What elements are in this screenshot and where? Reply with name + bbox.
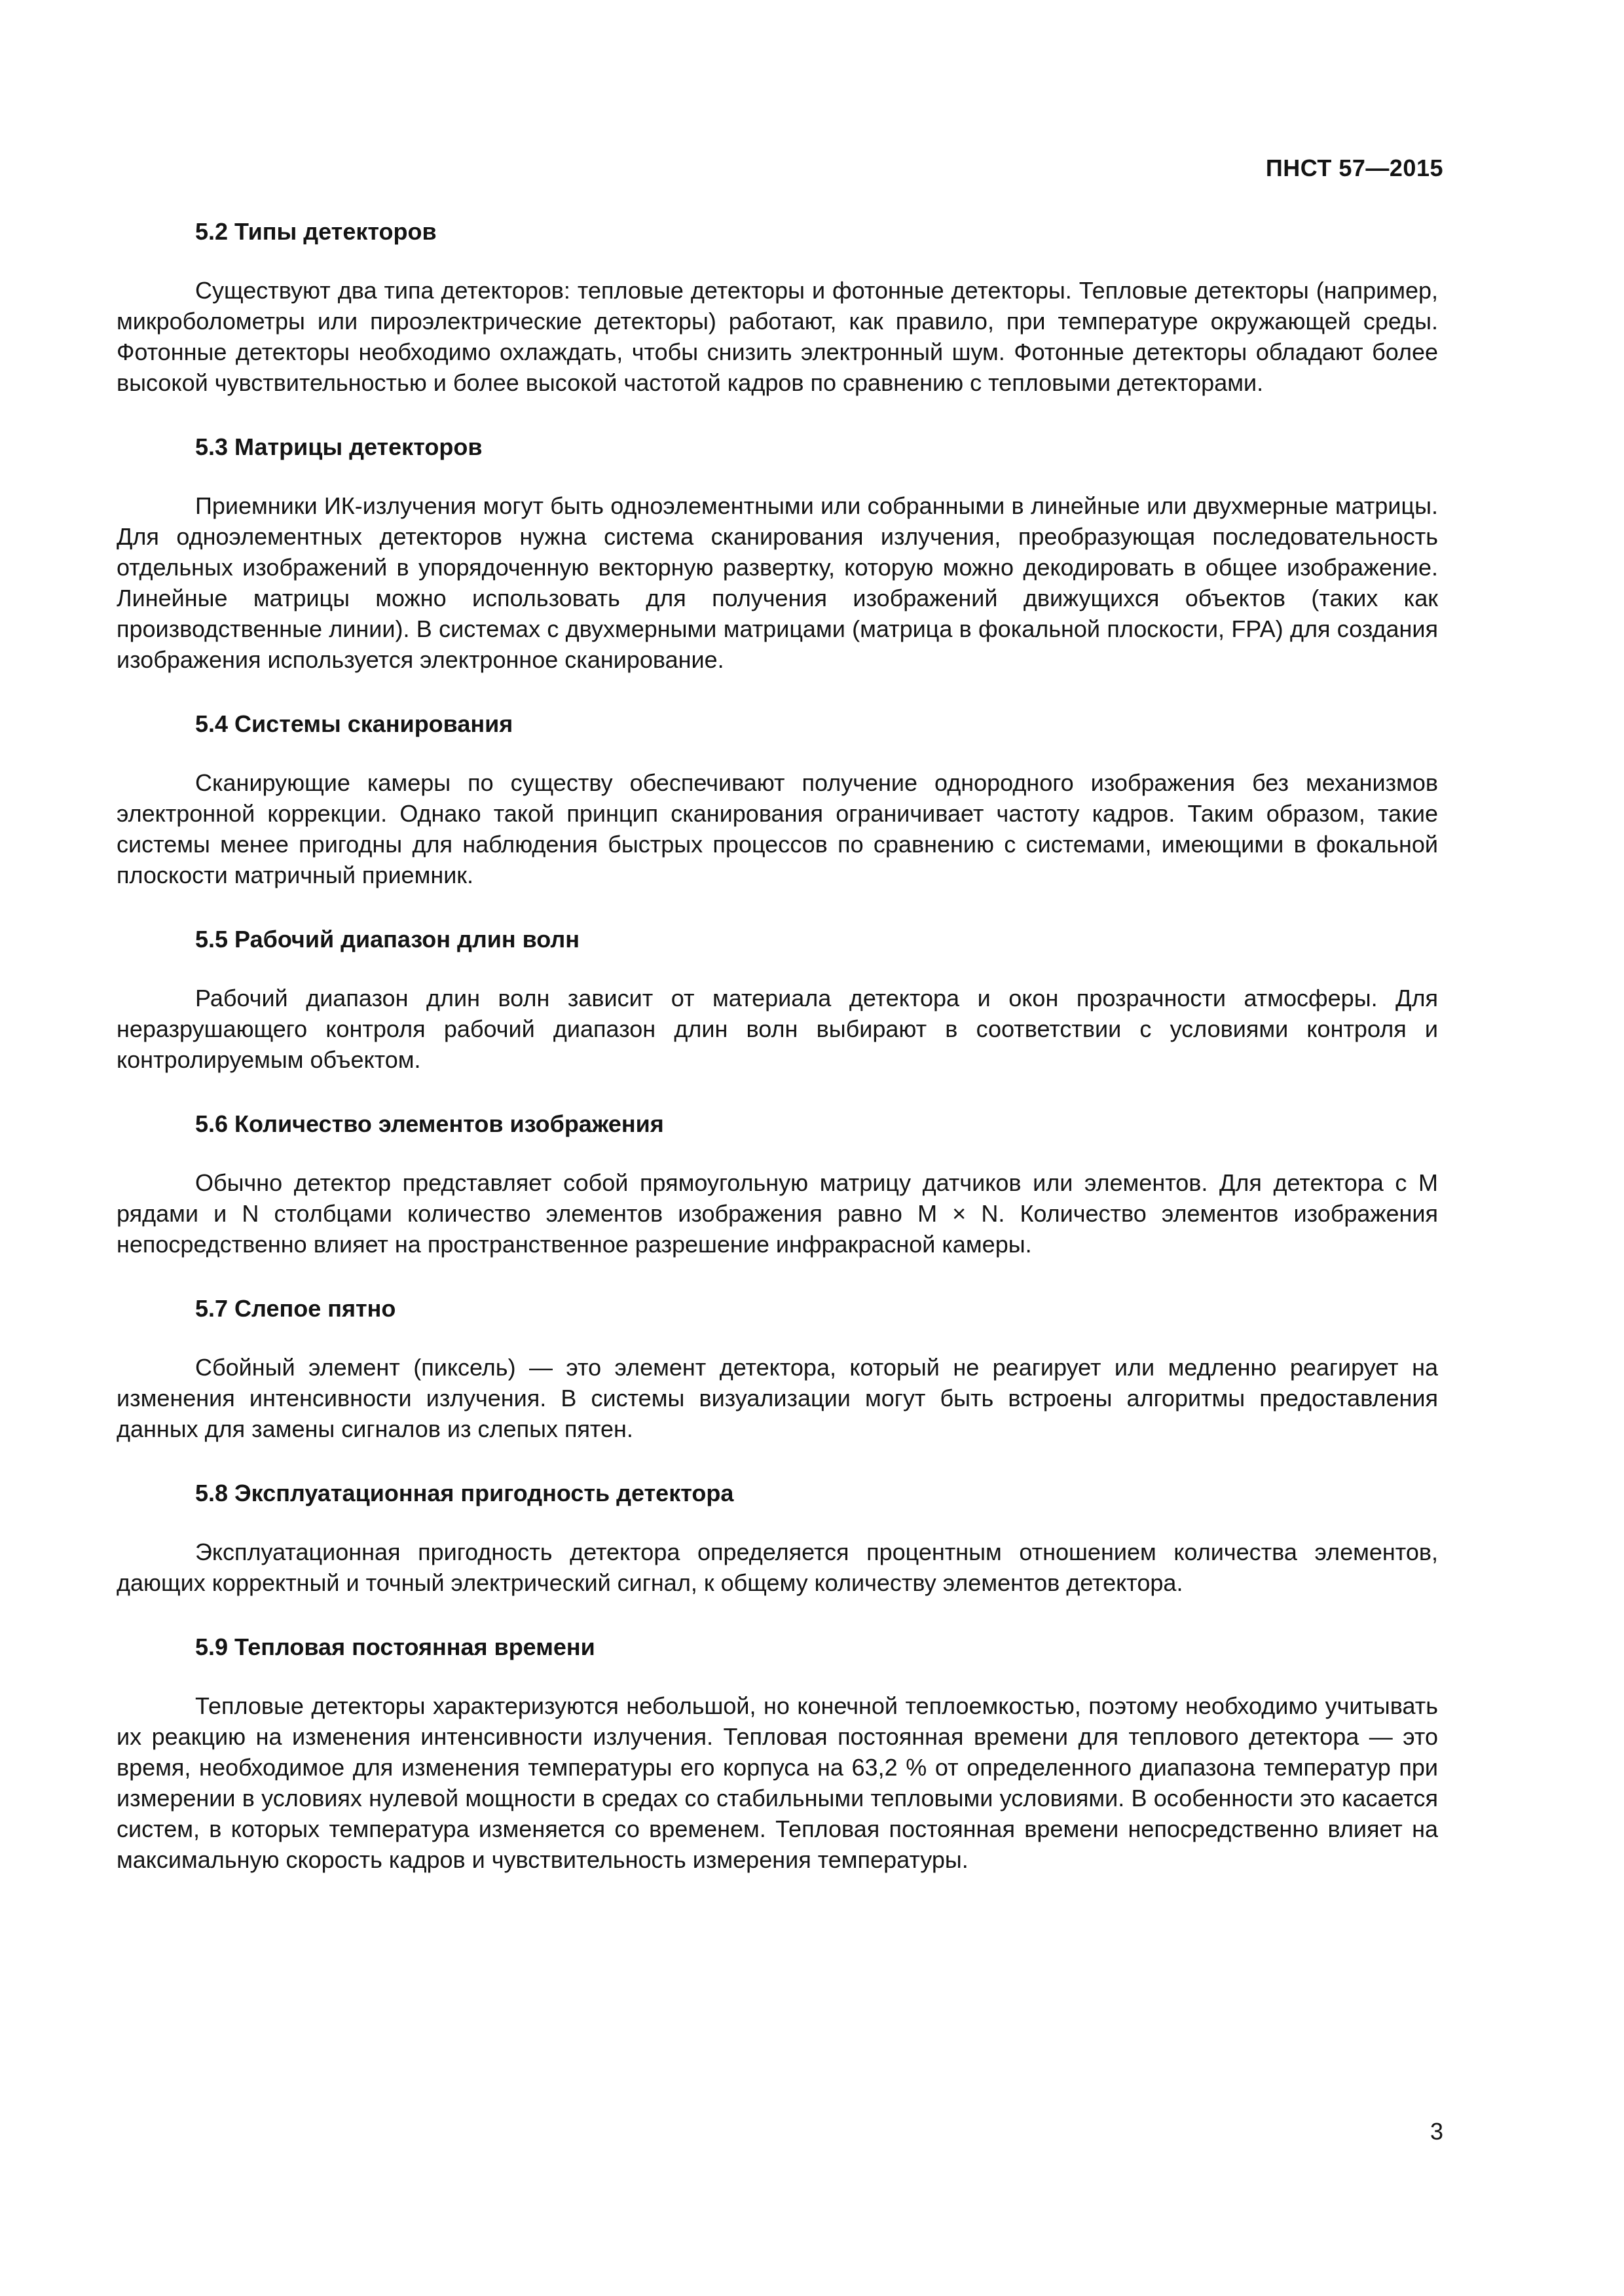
section-text-5-7: Сбойный элемент (пиксель) — это элемент детектора, который не реагирует или медленно реагирует на изменения интенсивности излучения. В системы визуализации могут быть встроены алгоритмы предоставления данных для замены сигналов из слепых пятен. xyxy=(117,1354,1438,1442)
section-text-5-8: Эксплуатационная пригодность детектора определяется процентным отношением количества элементов, дающих корректный и точный электрический сигнал, к общему количеству элементов детектора. xyxy=(117,1539,1438,1596)
section-heading-5-2: 5.2 Типы детекторов xyxy=(195,218,437,245)
section-text-5-6: Обычно детектор представляет собой прямоугольную матрицу датчиков или элементов. Для детектора с M рядами и N столбцами количество элементов изображения равно M × N. Количество элементов изображения непосредственно влияет на пространственное разрешение инфракрасной камеры. xyxy=(117,1169,1438,1258)
section-text-5-4: Сканирующие камеры по существу обеспечивают получение однородного изображения без механизмов электронной коррекции. Однако такой принцип сканирования ограничивает частоту кадров. Таким образом, такие системы менее пригодны для наблюдения быстрых процессов по сравнению с системами, имеющими в фокальной плоскости матричный приемник. xyxy=(117,769,1438,888)
section-heading-5-9: 5.9 Тепловая постоянная времени xyxy=(195,1633,595,1660)
section-heading-5-4: 5.4 Системы сканирования xyxy=(195,710,513,737)
page-number: 3 xyxy=(1430,2118,1443,2145)
document-code: ПНСТ 57—2015 xyxy=(1265,155,1443,181)
section-heading-5-3: 5.3 Матрицы детекторов xyxy=(195,433,483,460)
section-heading-5-7: 5.7 Слепое пятно xyxy=(195,1295,396,1322)
section-heading-5-6: 5.6 Количество элементов изображения xyxy=(195,1110,664,1137)
section-text-5-9: Тепловые детекторы характеризуются небольшой, но конечной теплоемкостью, поэтому необходимо учитывать их реакцию на изменения интенсивности излучения. Тепловая постоянная времени для теплового детектора — это время, необходимое для изменения температуры его корпуса на 63,2 % от определенного диапазона температур при измерении в условиях нулевой мощности в средах со стабильными тепловыми условиями. В особенности это касается систем, в которых температура изменяется со временем. Тепловая постоянная времени непосредственно влияет на максимальную скорость кадров и чувствительность измерения температуры. xyxy=(117,1692,1438,1873)
section-text-5-3: Приемники ИК-излучения могут быть одноэлементными или собранными в линейные или двухмерные матрицы. Для одноэлементных детекторов нужна система сканирования излучения, преобразующая последовательность отдельных изображений в упорядоченную векторную развертку, которую можно декодировать в общее изображение. Линейные матрицы можно использовать для получения изображений движущихся объектов (таких как производственные линии). В системах с двухмерными матрицами (матрица в фокальной плоскости, FPA) для создания изображения используется электронное сканирование. xyxy=(117,492,1438,673)
section-text-5-5: Рабочий диапазон длин волн зависит от материала детектора и окон прозрачности атмосферы. Для неразрушающего контроля рабочий диапазон длин волн выбирают в соответствии с условиями контроля и контролируемым объектом. xyxy=(117,985,1438,1073)
section-heading-5-5: 5.5 Рабочий диапазон длин волн xyxy=(195,926,580,953)
section-text-5-2: Существуют два типа детекторов: тепловые детекторы и фотонные детекторы. Тепловые детекторы (например, микроболометры или пироэлектрические детекторы) работают, как правило, при температуре окружающей среды. Фотонные детекторы необходимо охлаждать, чтобы снизить электронный шум. Фотонные детекторы обладают более высокой чувствительностью и более высокой частотой кадров по сравнению с тепловыми детекторами. xyxy=(117,277,1438,396)
document-body xyxy=(117,216,1438,1908)
section-heading-5-8: 5.8 Эксплуатационная пригодность детектора xyxy=(195,1480,734,1506)
